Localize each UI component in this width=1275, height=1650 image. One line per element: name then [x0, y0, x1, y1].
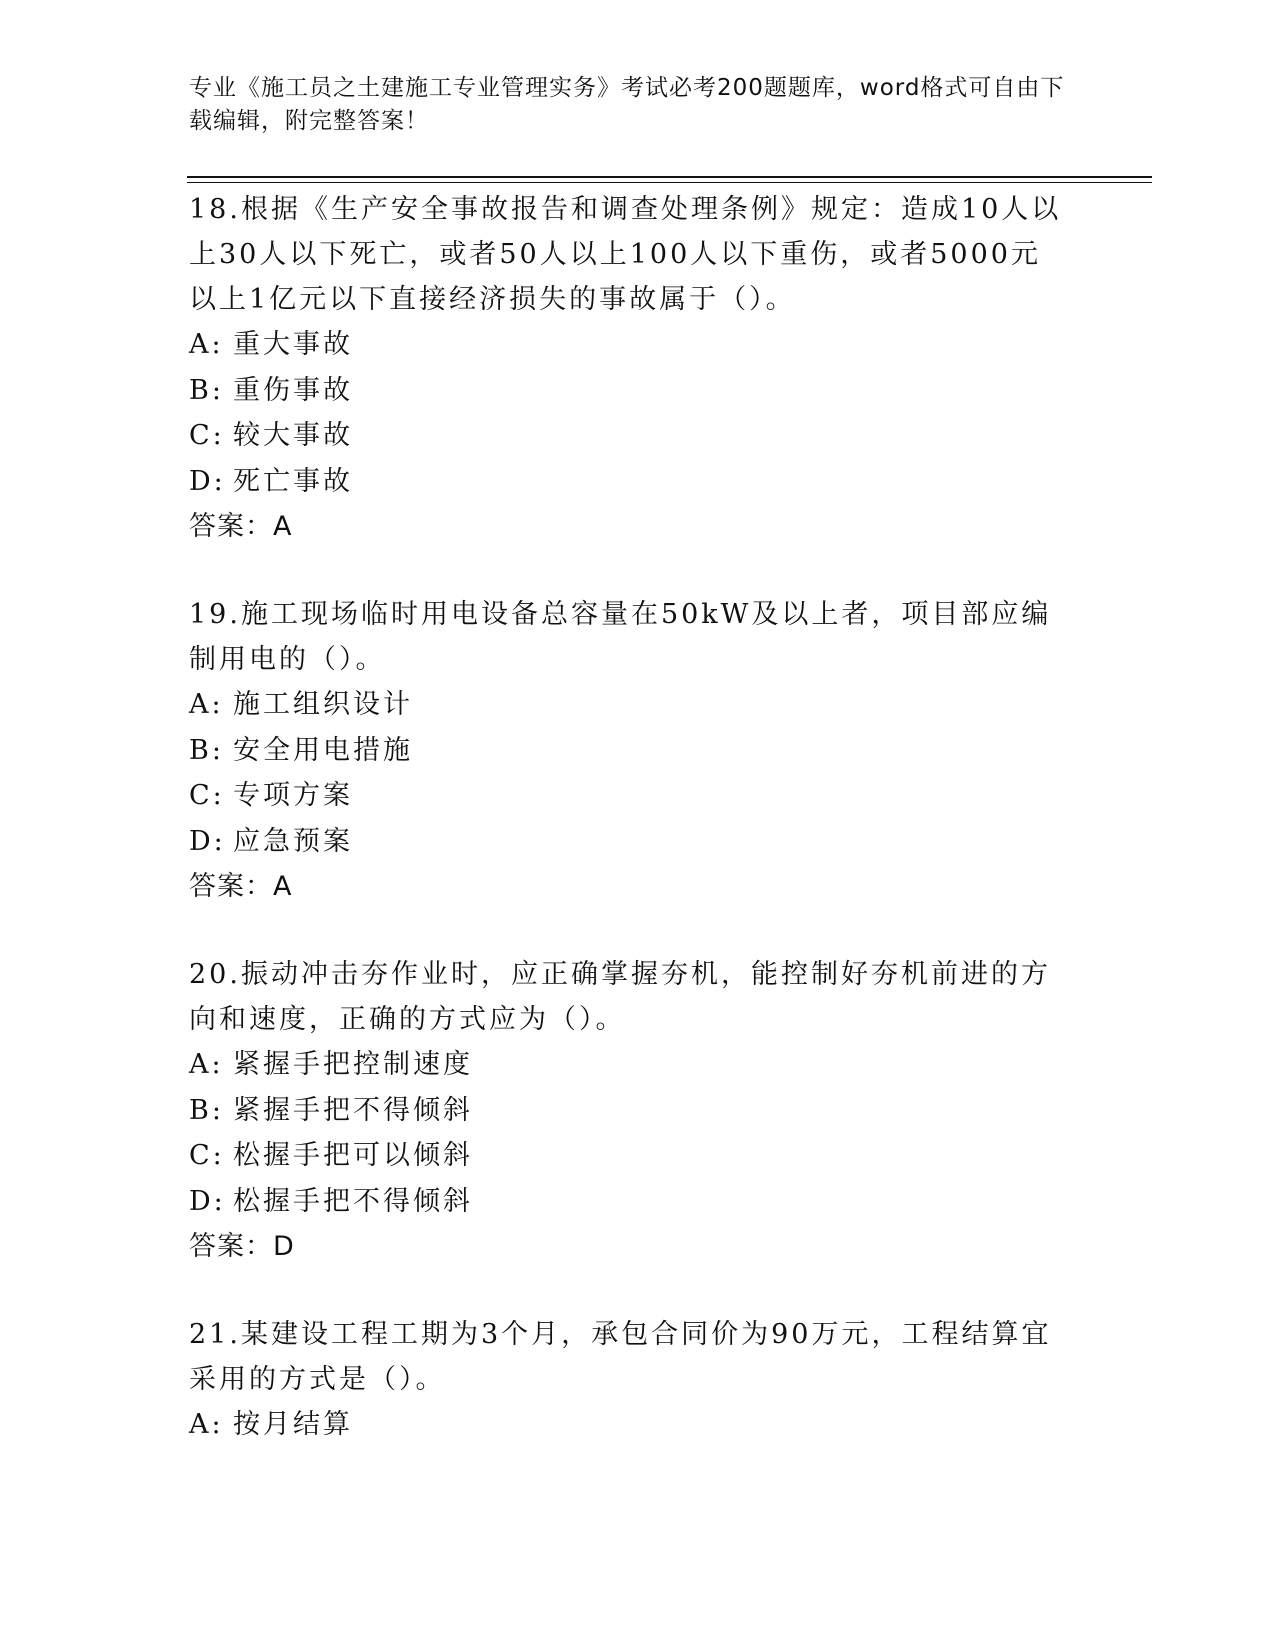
option-c: [189, 1133, 1089, 1179]
option-d: [189, 819, 1089, 865]
option-key: C:: [189, 1140, 225, 1171]
option-list: [189, 322, 1089, 504]
question-stem: 21.某建设工程工期为3个月，承包合同价为90万元，工程结算宜采用的方式是（）。: [189, 1319, 1052, 1395]
option-a: [189, 322, 1089, 368]
option-key: D:: [189, 825, 226, 857]
option-key: B:: [189, 734, 224, 766]
option-a: [189, 1402, 1089, 1448]
option-key: A:: [189, 689, 224, 720]
question-21: [189, 1312, 1089, 1448]
question-stem: 18.根据《生产安全事故报告和调查处理条例》规定：造成10人以上30人以下死亡，或者50人以上100人以下重伤，或者5000元以上1亿元以下直接经济损失的事故属于（）。: [189, 194, 1062, 315]
option-text: 死亡事故: [233, 465, 353, 497]
option-b: [189, 368, 1089, 414]
option-text: 紧握手把控制速度: [233, 1049, 473, 1080]
option-key: A:: [189, 1049, 224, 1080]
option-text: 较大事故: [233, 420, 353, 451]
option-c: [189, 413, 1089, 459]
option-list: [189, 1042, 1089, 1224]
option-text: 按月结算: [233, 1409, 353, 1440]
option-key: C:: [189, 420, 225, 451]
option-key: C:: [189, 780, 225, 811]
option-b: [189, 728, 1089, 774]
option-key: D:: [189, 465, 226, 497]
question-18: [189, 187, 1089, 550]
option-c: [189, 773, 1089, 819]
page-header: 专业《施工员之土建施工专业管理实务》考试必考200题题库，word格式可自由下载编辑，附完整答案！: [189, 75, 1065, 134]
option-list: [189, 682, 1089, 864]
option-text: 安全用电措施: [233, 734, 413, 766]
option-text: 松握手把不得倾斜: [233, 1185, 473, 1217]
option-key: B:: [189, 374, 224, 406]
option-text: 施工组织设计: [233, 689, 413, 720]
option-a: [189, 1042, 1089, 1088]
answer-line: 答案：A: [189, 871, 293, 902]
option-list: [189, 1402, 1089, 1448]
header-rule: [187, 176, 1152, 183]
question-19: [189, 592, 1089, 910]
option-key: A:: [189, 329, 224, 360]
option-text: 重大事故: [233, 329, 353, 360]
option-d: [189, 1179, 1089, 1225]
question-stem: 20.振动冲击夯作业时，应正确掌握夯机，能控制好夯机前进的方向和速度，正确的方式应为（）。: [189, 959, 1051, 1035]
option-d: [189, 459, 1089, 505]
question-stem: 19.施工现场临时用电设备总容量在50kW及以上者，项目部应编制用电的（）。: [189, 599, 1052, 675]
option-text: 重伤事故: [233, 374, 353, 406]
option-text: 松握手把可以倾斜: [233, 1140, 473, 1171]
option-text: 专项方案: [233, 780, 353, 811]
option-key: B:: [189, 1094, 224, 1126]
option-text: 紧握手把不得倾斜: [233, 1094, 473, 1126]
answer-line: 答案：A: [189, 511, 293, 542]
question-20: [189, 952, 1089, 1270]
option-text: 应急预案: [233, 825, 353, 857]
option-key: D:: [189, 1185, 226, 1217]
option-a: [189, 682, 1089, 728]
option-key: A:: [189, 1409, 224, 1440]
answer-line: 答案：D: [189, 1231, 295, 1262]
document-body: [189, 187, 1089, 1490]
option-b: [189, 1088, 1089, 1134]
